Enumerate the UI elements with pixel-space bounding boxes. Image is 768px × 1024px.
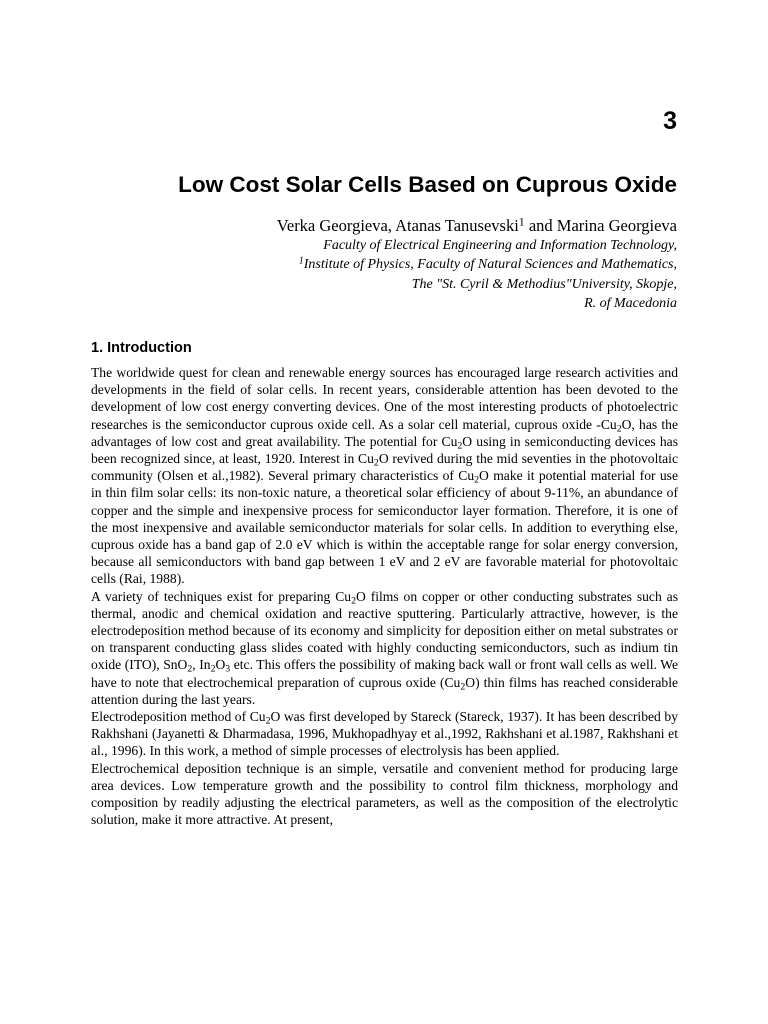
author-list [277, 215, 677, 237]
paragraph: The worldwide quest for clean and renewable energy sources has encouraged large research activities and developments in the field of solar cells. In recent years, considerable attention has been devoted to the development of low cost energy converting devices. One of the most interesting products of photoelectric researches is the semiconductor cuprous oxide cell. As a solar cell material, cuprous oxide $-Cu_2O$, has the advantages of low cost and great availability. The potential for $Cu_2O$ using in semiconducting devices has been recognized since, at least, 1920. Interest in $Cu_2O$ revived during the mid seventies in the photovoltaic community (Olsen et al.,1982). Several primary characteristics of $Cu_2O$ make it potential material for use in thin film solar cells: its non-toxic nature, a theoretical solar efficiency of about 9-11%, an abundance of copper and the simple and inexpensive process for semiconductor layer formation. Therefore, it is one of the most inexpensive and available semiconductor materials for solar cells. In addition to everything else, cuprous oxide has a band gap of 2.0 eV which is within the acceptable range for solar energy conversion, because all semiconductors with band gap between 1 eV and 2 eV are favorable material for photovoltaic cells (Rai, 1988). [91, 365, 678, 587]
section-body [91, 364, 678, 828]
affiliation-block [299, 236, 677, 314]
chapter-title: Low Cost Solar Cells Based on Cuprous Oxide [178, 172, 677, 197]
section-heading: 1. Introduction [91, 340, 192, 356]
paragraph: Electrochemical deposition technique is an simple, versatile and convenient method for producing large area devices. Low temperature growth and the possibility to control film thickness, morphology and composition by readily adjusting the electrical parameters, as well as the composition of the electrolytic solution, make it more attractive. At present, [91, 760, 678, 828]
chapter-number: 3 [663, 107, 677, 135]
paragraph: Electrodeposition method of $Cu_2O$ was first developed by Stareck (Stareck, 1937). It has been described by Rakhshani (Jayanetti & Dharmadasa, 1996, Mukhopadhyay et al.,1992, Rakhshani et al.1987, Rakhshani et al., 1996). In this work, a method of simple processes of electrolysis has been applied. [91, 709, 678, 759]
affiliation-line-2 [299, 255, 677, 274]
affiliation-mark-2: 1 [298, 255, 304, 267]
paragraph: A variety of techniques exist for preparing $Cu_2O$ films on copper or other conducting substrates such as thermal, anodic and chemical oxidation and reactive sputtering. Particularly attractive, however, is the electrodeposition method because of its economy and simplicity for deposition either on metal substrates or on transparent conducting glass slides coated with highly conducting semiconductors, such as indium tin oxide (ITO), SnO$_2$, $In_2O_3$ etc. This offers the possibility of making back wall or front wall cells as well. We have to note that electrochemical preparation of cuprous oxide $(Cu_2O)$ thin films has reached considerable attention during the last years. [91, 588, 679, 707]
affiliation-line-2-text: Institute of Physics, Faculty of Natural Sciences and Mathematics, [303, 257, 677, 273]
affiliation-mark: 1 [518, 214, 525, 229]
affiliation-line-4: R. of Macedonia [584, 296, 677, 312]
affiliation-line-3: The "St. Cyril & Methodius"University, Skopje, [411, 276, 677, 292]
author-names: Verka Georgieva, Atanas Tanusevski [276, 216, 519, 235]
author-names-end: and Marina Georgieva [524, 216, 677, 235]
affiliation-line-1: Faculty of Electrical Engineering and Information Technology, [323, 238, 677, 253]
